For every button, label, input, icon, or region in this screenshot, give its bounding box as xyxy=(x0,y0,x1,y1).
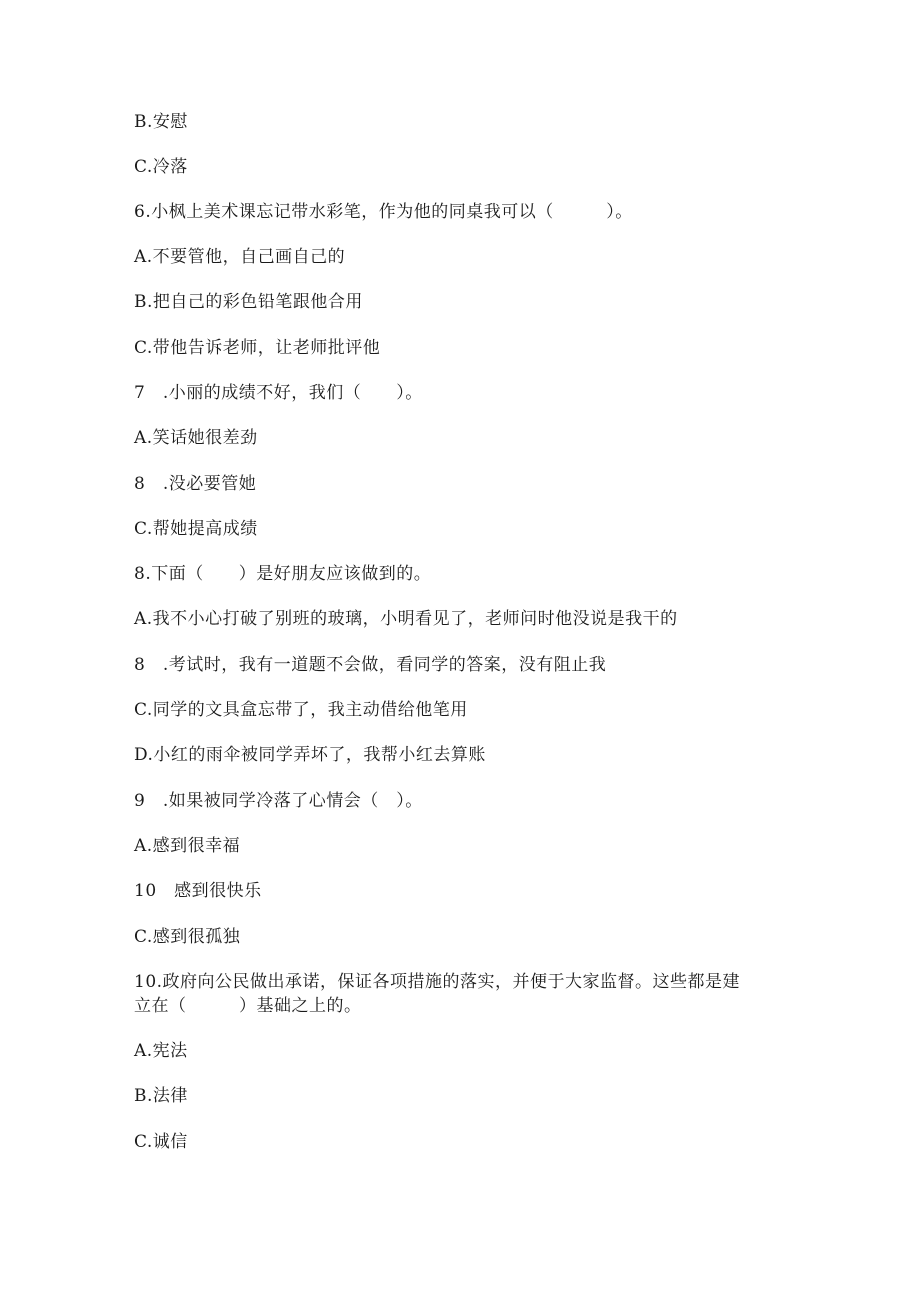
question-10-option-a: A.宪法 xyxy=(134,1041,188,1061)
question-10-option-b: B.法律 xyxy=(134,1086,188,1106)
question-7-option-a: A.笑话她很差劲 xyxy=(134,428,258,448)
question-8-option-b: 8 .考试时，我有一道题不会做，看同学的答案，没有阻止我 xyxy=(134,655,607,675)
question-6-option-a: A.不要管他，自己画自己的 xyxy=(134,247,346,267)
option-b-comfort: B.安慰 xyxy=(134,112,188,132)
question-9-option-a: A.感到很幸福 xyxy=(134,836,241,856)
question-8-option-a: A.我不小心打破了别班的玻璃，小明看见了，老师问时他没说是我干的 xyxy=(134,609,678,629)
question-9-option-c: C.感到很孤独 xyxy=(134,927,241,947)
question-9-option-b: 10 感到很快乐 xyxy=(134,881,262,901)
question-8: 8.下面（ ）是好朋友应该做到的。 xyxy=(134,564,432,584)
question-7-option-c: C.帮她提高成绩 xyxy=(134,519,258,539)
question-10-line-1: 10.政府向公民做出承诺，保证各项措施的落实，并便于大家监督。这些都是建 xyxy=(134,972,741,992)
option-c-neglect: C.冷落 xyxy=(134,157,188,177)
question-8-option-d: D.小红的雨伞被同学弄坏了，我帮小红去算账 xyxy=(134,745,486,765)
question-6-option-b: B.把自己的彩色铅笔跟他合用 xyxy=(134,292,363,312)
question-10-line-2: 立在（ ）基础之上的。 xyxy=(134,996,362,1016)
question-9: 9 .如果被同学冷落了心情会（ ）。 xyxy=(134,791,423,811)
question-6-option-c: C.带他告诉老师，让老师批评他 xyxy=(134,338,381,358)
question-6: 6.小枫上美术课忘记带水彩笔，作为他的同桌我可以（ ）。 xyxy=(134,202,633,222)
question-7: 7 .小丽的成绩不好，我们（ ）。 xyxy=(134,383,423,403)
question-7-option-b: 8 .没必要管她 xyxy=(134,474,257,494)
question-8-option-c: C.同学的文具盒忘带了，我主动借给他笔用 xyxy=(134,700,468,720)
question-10-option-c: C.诚信 xyxy=(134,1132,188,1152)
